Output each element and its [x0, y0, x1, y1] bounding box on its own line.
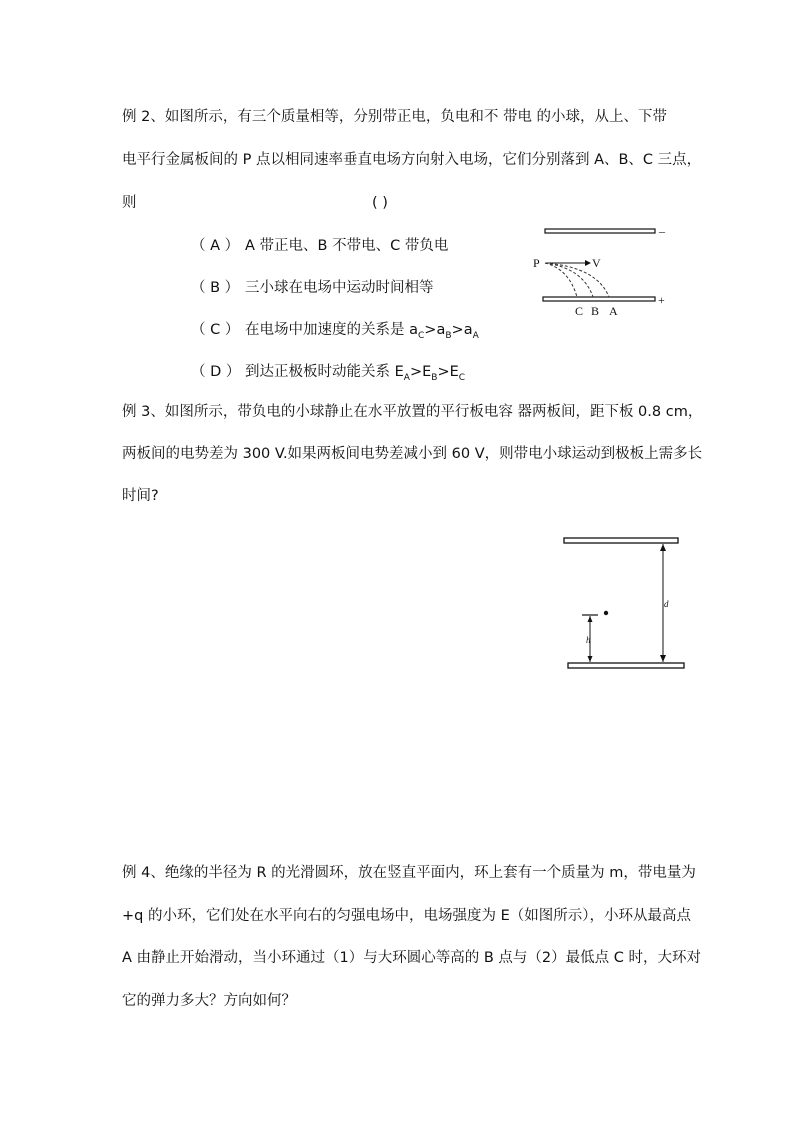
option-c-text — [245, 320, 479, 346]
option-b-mark: （ B ） — [191, 280, 240, 296]
point-c-label: C — [575, 304, 584, 318]
arrowhead-down-icon — [588, 656, 593, 662]
ex3-line3: 时间? — [122, 488, 159, 504]
charged-ball — [604, 611, 608, 615]
point-b-label: B — [591, 304, 600, 318]
option-d-mark: （ D ） — [191, 364, 241, 380]
sub-b: B — [445, 330, 452, 341]
ex4-line2: +q 的小环，它们处在水平向右的匀强电场中，电场强度为 E（如图所示），小环从最高点 — [122, 908, 691, 924]
ex2-capacitor-figure — [525, 222, 675, 322]
gt-sign: > — [424, 322, 437, 338]
top-plate — [545, 229, 655, 233]
option-b-text: 三小球在电场中运动时间相等 — [245, 280, 434, 296]
point-a-label: A — [609, 304, 618, 318]
gt-sign: > — [437, 364, 450, 380]
ex2-line3-prefix: 则 — [122, 195, 137, 211]
sub-a: A — [403, 372, 410, 383]
sub-c: C — [458, 372, 466, 383]
sub-a: A — [472, 330, 479, 341]
lower-plate — [568, 663, 684, 668]
arrowhead-up-icon — [588, 616, 593, 622]
ex4-line1: 例 4、绝缘的半径为 R 的光滑圆环，放在竖直平面内，环上套有一个质量为 m，带电量为 — [122, 865, 696, 881]
velocity-label: V — [592, 256, 601, 270]
ex4-line3: A 由静止开始滑动，当小环通过（1）与大环圆心等高的 B 点与（2）最低点 C 时，大环对 — [122, 950, 701, 966]
arrowhead-down-icon — [660, 655, 666, 662]
accel-symbol: a — [436, 322, 446, 338]
height-h-label: h — [586, 635, 591, 645]
option-d-lead: 到达正极板时动能关系 E — [245, 364, 404, 380]
ex2-line1: 例 2、如图所示，有三个质量相等，分别带正电，负电和不 带电 的小球，从上、下带 — [122, 109, 668, 125]
gt-sign: > — [451, 322, 464, 338]
option-a-text: A 带正电、B 不带电、C 带负电 — [245, 238, 449, 254]
arrowhead-up-icon — [660, 544, 666, 551]
arrowhead-icon — [585, 260, 591, 266]
ex4-line4: 它的弹力多大？方向如何？ — [122, 993, 296, 1009]
ex3-line2: 两板间的电势差为 300 V.如果两板间电势差减小到 60 V，则带电小球运动到极板上需多长 — [122, 446, 703, 462]
ex3-capacitor-figure — [560, 530, 690, 675]
accel-symbol: a — [463, 322, 473, 338]
upper-plate — [564, 538, 678, 543]
ex2-answer-paren: ( ) — [372, 195, 388, 211]
ex2-line2: 电平行金属板间的 P 点以相同速率垂直电场方向射入电场，它们分别落到 A、B、C 三点， — [122, 152, 702, 168]
option-d-text — [245, 362, 465, 388]
gt-sign: > — [409, 364, 423, 380]
minus-sign: – — [659, 224, 665, 238]
energy-symbol: E — [449, 364, 459, 380]
energy-symbol: E — [422, 364, 432, 380]
sub-b: B — [431, 372, 438, 383]
ex3-line1: 例 3、如图所示，带负电的小球静止在水平放置的平行板电容 器两板间，距下板 0.8 cm， — [122, 404, 703, 420]
distance-d-label: d — [664, 599, 669, 609]
plus-sign: + — [658, 293, 665, 307]
option-a-mark: （ A ） — [191, 238, 240, 254]
bottom-plate — [543, 297, 655, 301]
option-c-mark: （ C ） — [191, 322, 240, 338]
sub-c: C — [418, 330, 425, 341]
point-p-label: P — [533, 256, 540, 270]
option-c-lead: 在电场中加速度的关系是 a — [245, 322, 418, 338]
